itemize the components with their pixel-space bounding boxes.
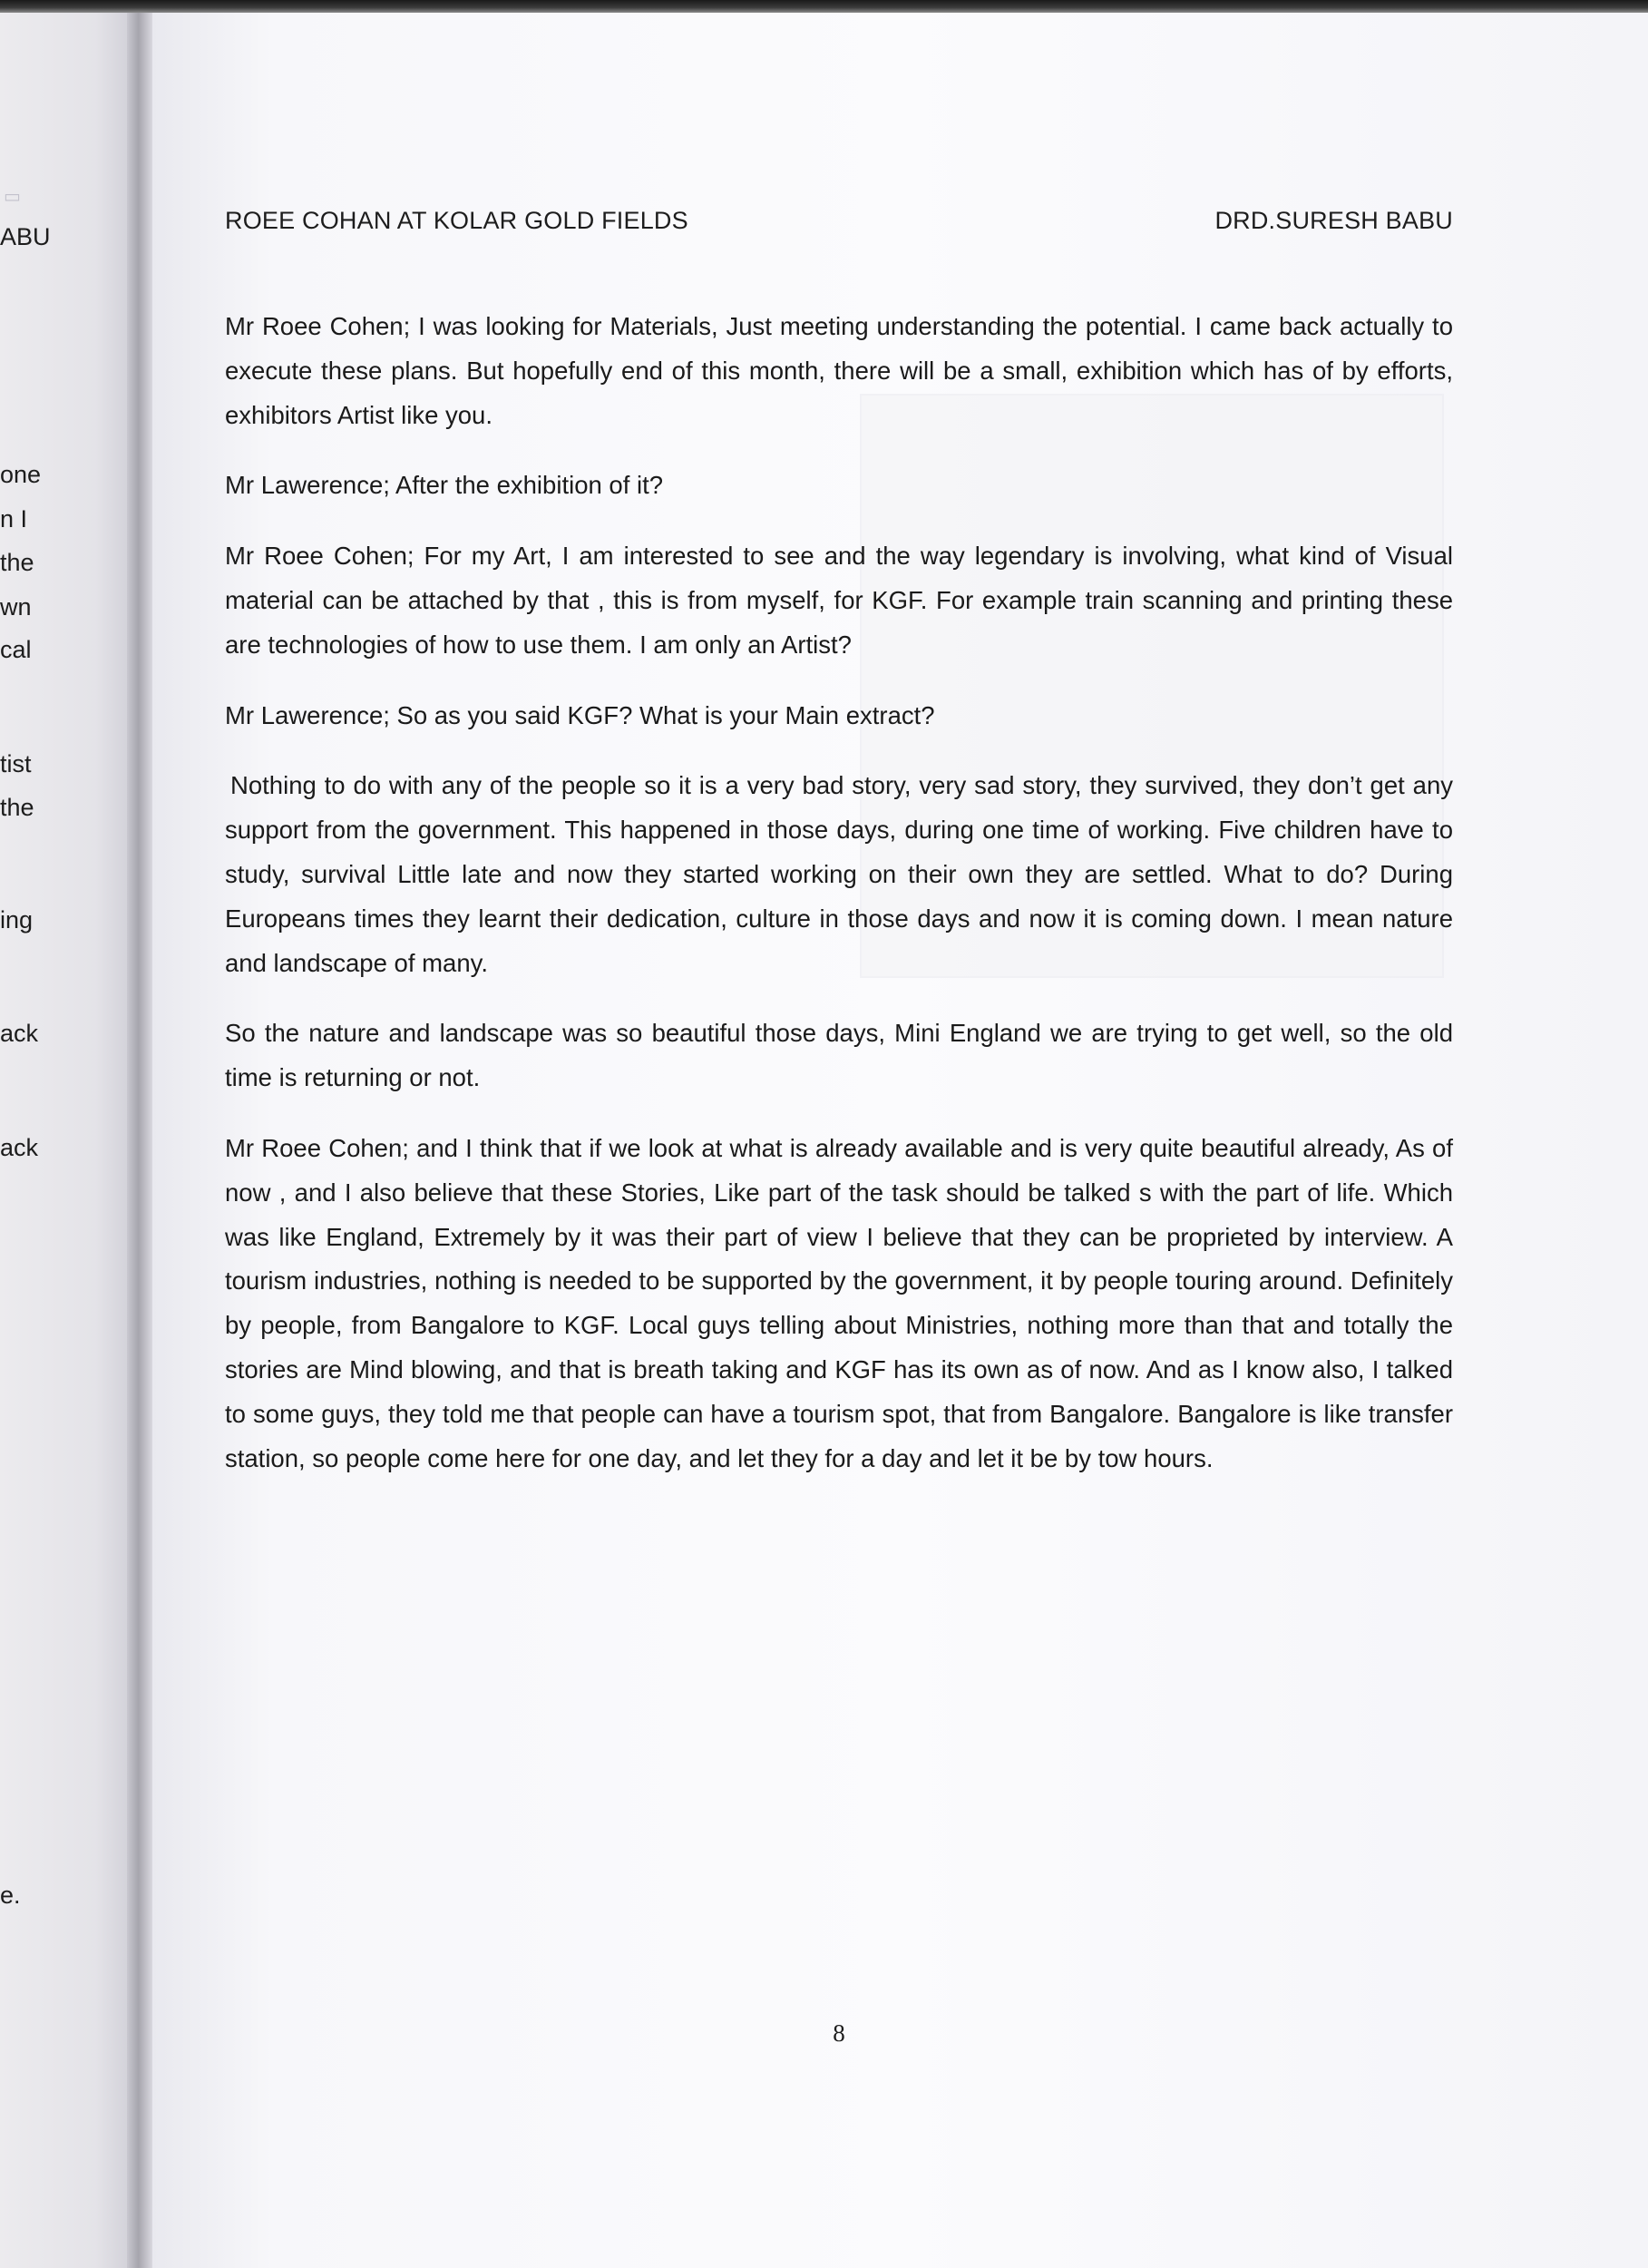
paragraph: Mr Roee Cohen; I was looking for Materials, Just meeting understanding the potential. I came back actually to execute these plans. But hopefully end of this month, there will be a small, exhibition which has of by efforts, exhibitors Artist like you. bbox=[225, 312, 1453, 429]
left-page-fragment: n I bbox=[0, 505, 28, 533]
header-author: DRD.SURESH BABU bbox=[1214, 207, 1453, 234]
left-page-fragment: ing bbox=[0, 906, 34, 934]
left-page-fragment: cal bbox=[0, 636, 32, 663]
document-page bbox=[152, 13, 1648, 2268]
paragraph: Mr Lawerence; So as you said KGF? What is your Main extract? bbox=[225, 700, 935, 729]
facing-left-page bbox=[0, 13, 136, 2268]
faint-text: ▭ bbox=[4, 187, 21, 207]
left-page-fragment: ABU bbox=[0, 223, 51, 250]
scanner-top-edge bbox=[0, 0, 1648, 13]
left-page-fragment: ack bbox=[0, 1134, 39, 1161]
header-title: ROEE COHAN AT KOLAR GOLD FIELDS bbox=[225, 207, 688, 234]
book-gutter bbox=[127, 13, 152, 2268]
paragraph: Mr Lawerence; After the exhibition of it? bbox=[225, 471, 664, 500]
paragraph: Mr Roee Cohen; and I think that if we look at what is already available and is very quite beautiful already, As of now , and I also believe that these Stories, Like part of the task should be talked s with the part of life. Which was like England, Extremely by it was their part of view I believe that they can be proprieted by interview. A tourism industries, nothing is needed to be supported by the government, it by people touring around. Definitely by people, from Bangalore to KGF. Local guys telling about Ministries, nothing more than that and totally the stories are Mind blowing, and that is breath taking and KGF has its own as of now. And as I know also, I talked to some guys, they told me that people can have a tourism spot, that from Bangalore. Bangalore is like transfer station, so people come here for one day, and let they for a day and let it be by tow hours. bbox=[225, 1133, 1453, 1472]
page-body bbox=[225, 305, 1453, 1507]
left-page-fragment: the bbox=[0, 794, 34, 821]
left-page-fragment: the bbox=[0, 549, 34, 576]
left-page-fragment: one bbox=[0, 461, 42, 488]
paragraph: Mr Roee Cohen; For my Art, I am interested to see and the way legendary is involving, what kind of Visual material can be attached by that , this is from myself, for KGF. For example train scanning and printing these are technologies of how to use them. I am only an Artist? bbox=[225, 542, 1453, 659]
left-page-fragment: tist bbox=[0, 750, 32, 777]
paragraph: So the nature and landscape was so beautiful those days, Mini England we are trying to get well, so the old time is returning or not. bbox=[225, 1019, 1453, 1092]
left-page-fragment: ack bbox=[0, 1020, 39, 1047]
left-page-fragment: e. bbox=[0, 1882, 21, 1909]
paragraph: Nothing to do with any of the people so it is a very bad story, very sad story, they survived, they don’t get any support from the government. This happened in those days, during one time of working. Five children have to study, survival Little late and now they started working on their own they are settled. What to do? During Europeans times they learnt their dedication, culture in those days and now it is coming down. I mean nature and landscape of many. bbox=[225, 771, 1453, 977]
running-header bbox=[225, 207, 1453, 235]
left-page-fragment: wn bbox=[0, 593, 32, 621]
page-number: 8 bbox=[833, 2019, 845, 2047]
